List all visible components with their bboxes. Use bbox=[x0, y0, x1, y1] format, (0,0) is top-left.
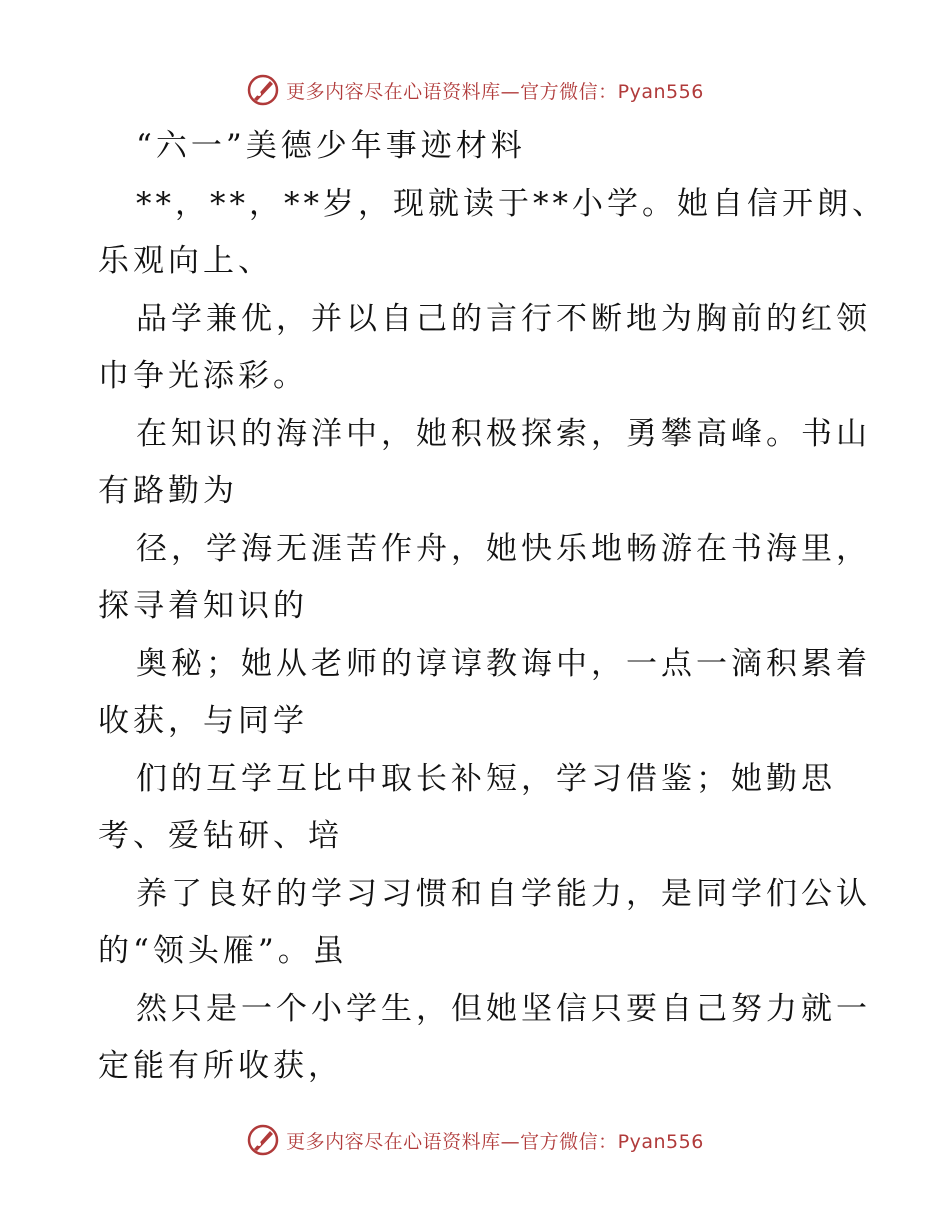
document-body bbox=[98, 118, 887, 1096]
text-line: **，**，**岁，现就读于**小学。她自信开朗、 bbox=[136, 185, 887, 222]
text-line: 们的互学互比中取长补短，学习借鉴；她勤思 bbox=[136, 760, 836, 797]
text-line: 奥秘；她从老师的谆谆教诲中，一点一滴积累着 bbox=[136, 645, 871, 682]
text-line: 有路勤为 bbox=[98, 473, 238, 509]
text-line: 巾争光添彩。 bbox=[98, 358, 308, 394]
text-line: 养了良好的学习习惯和自学能力，是同学们公认 bbox=[136, 875, 871, 912]
text-line: 品学兼优，并以自己的言行不断地为胸前的红领 bbox=[136, 300, 871, 337]
header-banner bbox=[0, 70, 950, 110]
text-line: 乐观向上、 bbox=[98, 243, 273, 279]
text-line: 考、爱钻研、培 bbox=[98, 818, 343, 854]
text-line: 收获，与同学 bbox=[98, 703, 308, 739]
footer-banner bbox=[0, 1120, 950, 1160]
footer-banner-text: 更多内容尽在心语资料库—官方微信：Pyan556 bbox=[286, 1130, 704, 1153]
quill-logo-icon bbox=[246, 73, 280, 107]
header-banner-text: 更多内容尽在心语资料库—官方微信：Pyan556 bbox=[286, 80, 704, 103]
text-line: 探寻着知识的 bbox=[98, 588, 308, 624]
text-line: 定能有所收获， bbox=[98, 1048, 343, 1084]
text-line: 的“领头雁”。虽 bbox=[98, 933, 348, 969]
document-title: “六一”美德少年事迹材料 bbox=[136, 128, 526, 164]
text-line: 径，学海无涯苦作舟，她快乐地畅游在书海里， bbox=[136, 530, 871, 567]
text-line: 然只是一个小学生，但她坚信只要自己努力就一 bbox=[136, 990, 871, 1027]
quill-logo-icon bbox=[246, 1123, 280, 1157]
text-line: 在知识的海洋中，她积极探索，勇攀高峰。书山 bbox=[136, 415, 871, 452]
